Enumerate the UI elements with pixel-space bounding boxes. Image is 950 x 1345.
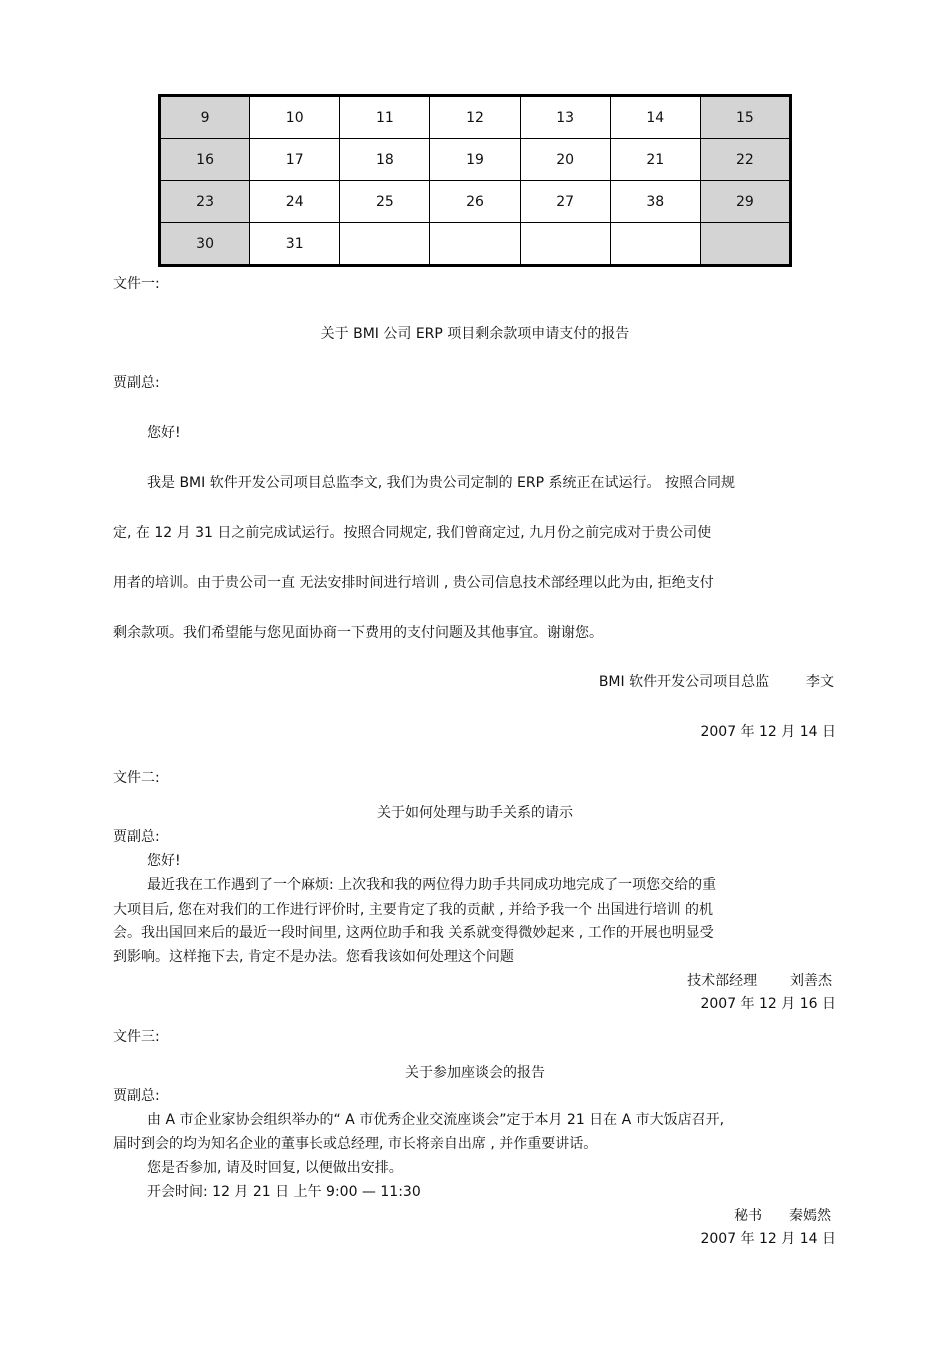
- calendar-cell: 23: [160, 181, 250, 223]
- calendar-cell: 25: [340, 181, 430, 223]
- doc2-body-line: 会。我出国回来后的最近一段时间里, 这两位助手和我 关系就变得微妙起来 , 工作的开展也明显受: [113, 925, 714, 941]
- calendar-table: [158, 94, 792, 267]
- doc2-label: 文件二:: [113, 770, 160, 786]
- doc1-greeting: 您好!: [147, 425, 181, 441]
- calendar-cell: 18: [340, 139, 430, 181]
- calendar-cell: 22: [700, 139, 790, 181]
- calendar-cell: 17: [250, 139, 340, 181]
- doc3-signature: [734, 1209, 831, 1223]
- calendar-cell: 29: [700, 181, 790, 223]
- doc2-body-line: 大项目后, 您在对我们的工作进行评价时, 主要肯定了我的贡献 , 并给予我一个 出国进行培训 的机: [113, 902, 714, 918]
- doc1-label: 文件一:: [113, 276, 160, 292]
- doc1-signature: [599, 675, 834, 689]
- doc3-label: 文件三:: [113, 1029, 160, 1045]
- doc3-body-line: 由 A 市企业家协会组织举办的“ A 市优秀企业交流座谈会”定于本月 21 日在 A 市大饭店召开,: [147, 1112, 725, 1128]
- doc2-signer-name: 刘善杰: [790, 973, 832, 989]
- calendar-cell: 26: [430, 181, 520, 223]
- calendar-cell: 15: [700, 96, 790, 139]
- calendar-cell: 30: [160, 223, 250, 266]
- doc1-body-line: 定, 在 12 月 31 日之前完成试运行。按照合同规定, 我们曾商定过, 九月份之前完成对于贵公司使: [113, 525, 712, 541]
- doc3-meeting-time: 开会时间: 12 月 21 日 上午 9:00 — 11:30: [147, 1184, 421, 1200]
- doc3-signer-name: 秦嫣然: [789, 1208, 831, 1224]
- doc2-signer-title: 技术部经理: [687, 973, 758, 989]
- doc3-date: 2007 年 12 月 14 日: [700, 1231, 836, 1247]
- doc2-body-line: 到影响。这样拖下去, 肯定不是办法。您看我该如何处理这个问题: [113, 949, 514, 965]
- doc1-signer-name: 李文: [806, 674, 834, 690]
- doc1-title: 关于 BMI 公司 ERP 项目剩余款项申请支付的报告: [320, 326, 630, 342]
- doc2-title: 关于如何处理与助手关系的请示: [377, 805, 573, 821]
- doc1-date: 2007 年 12 月 14 日: [700, 724, 836, 740]
- doc1-salutation: 贾副总:: [113, 375, 160, 391]
- calendar-cell: 12: [430, 96, 520, 139]
- doc3-salutation: 贾副总:: [113, 1088, 160, 1104]
- calendar-cell: 20: [520, 139, 610, 181]
- calendar-cell: [700, 223, 790, 266]
- calendar-cell: 13: [520, 96, 610, 139]
- doc2-body-line: 最近我在工作遇到了一个麻烦: 上次我和我的两位得力助手共同成功地完成了一项您交给的重: [147, 877, 717, 893]
- calendar-cell: 24: [250, 181, 340, 223]
- calendar-cell: 9: [160, 96, 250, 139]
- doc1-body-line: 剩余款项。我们希望能与您见面协商一下费用的支付问题及其他事宜。谢谢您。: [113, 625, 603, 641]
- calendar-row: [160, 96, 791, 139]
- doc3-body-line: 届时到会的均为知名企业的董事长或总经理, 市长将亲自出席 , 并作重要讲话。: [113, 1136, 598, 1152]
- calendar-row: [160, 139, 791, 181]
- calendar-row: [160, 181, 791, 223]
- calendar-row: [160, 223, 791, 266]
- doc3-body-line: 您是否参加, 请及时回复, 以便做出安排。: [147, 1160, 403, 1176]
- doc1-body-line: 用者的培训。由于贵公司一直 无法安排时间进行培训 , 贵公司信息技术部经理以此为由, 拒绝支付: [113, 575, 714, 591]
- doc2-salutation: 贾副总:: [113, 829, 160, 845]
- calendar-cell: 16: [160, 139, 250, 181]
- doc1-signer-title: BMI 软件开发公司项目总监: [598, 674, 770, 690]
- calendar-cell: 11: [340, 96, 430, 139]
- doc3-signer-title: 秘书: [734, 1208, 763, 1224]
- calendar-cell: 14: [610, 96, 700, 139]
- doc1-body-line: 我是 BMI 软件开发公司项目总监李文, 我们为贵公司定制的 ERP 系统正在试运行。 按照合同规: [147, 475, 735, 491]
- calendar-cell: [340, 223, 430, 266]
- calendar-cell: [610, 223, 700, 266]
- calendar-cell: 31: [250, 223, 340, 266]
- doc2-greeting: 您好!: [147, 853, 181, 869]
- calendar-cell: 38: [610, 181, 700, 223]
- calendar-cell: [430, 223, 520, 266]
- calendar-cell: 27: [520, 181, 610, 223]
- calendar-cell: 19: [430, 139, 520, 181]
- calendar-cell: 10: [250, 96, 340, 139]
- doc2-date: 2007 年 12 月 16 日: [700, 996, 836, 1012]
- calendar-cell: [520, 223, 610, 266]
- doc2-signature: [687, 974, 832, 988]
- calendar-cell: 21: [610, 139, 700, 181]
- doc3-title: 关于参加座谈会的报告: [405, 1065, 545, 1081]
